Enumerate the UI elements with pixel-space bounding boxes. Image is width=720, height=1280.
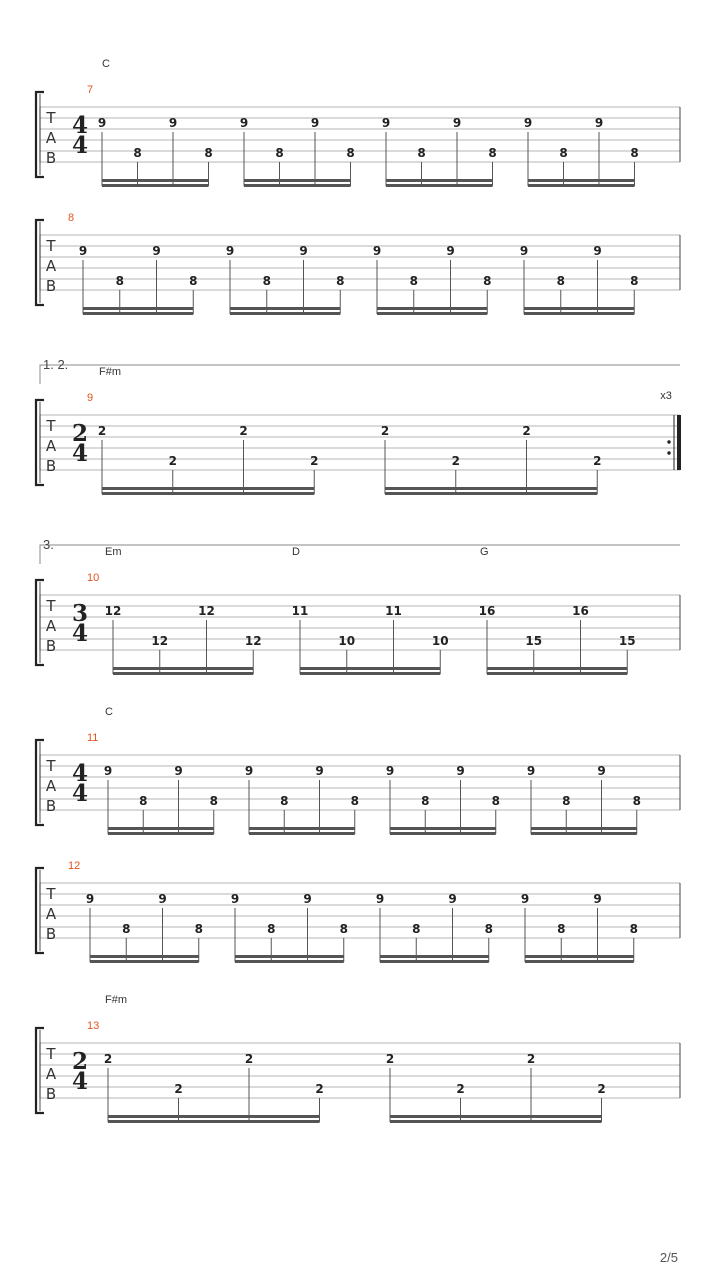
beam-primary — [531, 827, 637, 830]
fret-number: 8 — [194, 922, 203, 936]
fret-number: 9 — [520, 892, 530, 906]
beam-primary — [380, 955, 489, 958]
time-signature-top: 2 — [71, 420, 89, 447]
time-signature-top: 2 — [71, 1048, 89, 1075]
fret-number: 2 — [597, 1082, 606, 1096]
page-number: 2/5 — [659, 1250, 678, 1265]
fret-number: 8 — [350, 794, 359, 808]
measure-number: 12 — [68, 860, 81, 872]
tab-clef-letter: T — [46, 109, 56, 127]
tab-clef-letter: T — [46, 885, 56, 903]
measure-number: 8 — [68, 212, 75, 224]
system-10 — [36, 537, 680, 675]
time-signature-top: 4 — [71, 112, 89, 139]
beam-secondary — [300, 672, 440, 675]
beam-secondary — [83, 312, 193, 315]
fret-number: 8 — [336, 274, 345, 288]
repeat-count: x3 — [660, 390, 672, 402]
beam-primary — [249, 827, 355, 830]
fret-number: 8 — [632, 794, 641, 808]
fret-number: 2 — [239, 424, 248, 438]
beam-primary — [102, 487, 314, 490]
fret-number: 12 — [151, 634, 169, 648]
fret-number: 8 — [133, 146, 142, 160]
repeat-dot — [667, 451, 670, 454]
beam-primary — [377, 307, 487, 310]
tab-clef-letter: A — [45, 1065, 57, 1083]
fret-number: 9 — [372, 244, 382, 258]
fret-number: 9 — [375, 892, 385, 906]
beam-secondary — [528, 184, 635, 187]
fret-number: 2 — [244, 1052, 254, 1066]
fret-number: 8 — [559, 146, 568, 160]
fret-number: 8 — [115, 274, 124, 288]
fret-number: 9 — [446, 244, 455, 258]
measure-number: 9 — [87, 392, 94, 404]
fret-number: 8 — [412, 922, 421, 936]
fret-number: 9 — [174, 764, 183, 778]
beam-primary — [102, 179, 209, 182]
tab-clef-letter: A — [45, 129, 57, 147]
fret-number: 8 — [275, 146, 284, 160]
fret-number: 9 — [597, 764, 606, 778]
system-7 — [36, 58, 680, 187]
tab-clef-letter: A — [45, 777, 57, 795]
fret-number: 8 — [630, 146, 639, 160]
beam-primary — [108, 827, 214, 830]
beam-secondary — [102, 492, 314, 495]
fret-number: 9 — [103, 764, 113, 778]
fret-number: 12 — [244, 634, 262, 648]
fret-number: 2 — [526, 1052, 536, 1066]
volta-ending-label: 1. 2. — [43, 357, 69, 372]
beam-secondary — [249, 832, 355, 835]
fret-number: 2 — [456, 1082, 465, 1096]
fret-number: 9 — [299, 244, 308, 258]
fret-number: 9 — [526, 764, 536, 778]
fret-number: 16 — [478, 604, 496, 618]
fret-number: 8 — [630, 274, 639, 288]
fret-number: 15 — [525, 634, 543, 648]
repeat-dot — [667, 440, 670, 443]
fret-number: 9 — [523, 116, 533, 130]
beam-primary — [244, 179, 351, 182]
fret-number: 9 — [315, 764, 324, 778]
time-signature-bottom: 4 — [71, 620, 89, 647]
time-signature-bottom: 4 — [71, 1068, 89, 1095]
fret-number: 12 — [104, 604, 122, 618]
fret-number: 8 — [483, 274, 492, 288]
fret-number: 10 — [338, 634, 356, 648]
beam-secondary — [102, 184, 209, 187]
beam-secondary — [108, 832, 214, 835]
fret-number: 2 — [385, 1052, 395, 1066]
beam-secondary — [390, 832, 496, 835]
fret-number: 9 — [519, 244, 529, 258]
time-signature-top: 3 — [71, 600, 89, 627]
measure-number: 11 — [87, 732, 99, 744]
beam-primary — [300, 667, 440, 670]
fret-number: 8 — [421, 794, 430, 808]
chord-name: F#m — [105, 994, 127, 1006]
system-11 — [36, 706, 680, 835]
beam-primary — [230, 307, 340, 310]
fret-number: 9 — [152, 244, 161, 258]
fret-number: 8 — [562, 794, 571, 808]
fret-number: 8 — [209, 794, 218, 808]
fret-number: 9 — [239, 116, 249, 130]
fret-number: 12 — [198, 604, 215, 618]
fret-number: 9 — [385, 764, 395, 778]
tab-clef-letter: B — [45, 277, 57, 295]
system-13 — [36, 994, 680, 1123]
tab-clef-letter: B — [45, 797, 57, 815]
beam-primary — [386, 179, 493, 182]
beam-primary — [113, 667, 253, 670]
beam-secondary — [531, 832, 637, 835]
beam-primary — [390, 827, 496, 830]
fret-number: 9 — [158, 892, 167, 906]
time-signature-bottom: 4 — [71, 440, 89, 467]
beam-primary — [385, 487, 597, 490]
beam-primary — [487, 667, 627, 670]
fret-number: 8 — [339, 922, 348, 936]
tab-clef-letter: A — [45, 257, 57, 275]
fret-number: 9 — [85, 892, 95, 906]
fret-number: 8 — [280, 794, 289, 808]
system-9 — [36, 357, 681, 495]
fret-number: 9 — [168, 116, 178, 130]
fret-number: 9 — [310, 116, 320, 130]
tab-clef-letter: T — [46, 237, 56, 255]
tab-clef-letter: A — [45, 905, 57, 923]
fret-number: 9 — [230, 892, 240, 906]
fret-number: 8 — [417, 146, 426, 160]
beam-secondary — [385, 492, 597, 495]
fret-number: 8 — [267, 922, 276, 936]
beam-primary — [525, 955, 634, 958]
fret-number: 9 — [448, 892, 457, 906]
beam-secondary — [525, 960, 634, 963]
fret-number: 9 — [303, 892, 312, 906]
fret-number: 2 — [174, 1082, 183, 1096]
volta-ending-label: 3. — [43, 537, 54, 552]
beam-primary — [108, 1115, 320, 1118]
chord-name: C — [105, 706, 113, 718]
fret-number: 16 — [572, 604, 589, 618]
system-8 — [36, 212, 680, 315]
fret-number: 2 — [451, 454, 460, 468]
fret-number: 8 — [204, 146, 213, 160]
beam-secondary — [108, 1120, 320, 1123]
fret-number: 9 — [452, 116, 462, 130]
fret-number: 2 — [315, 1082, 324, 1096]
volta-bracket — [40, 545, 680, 564]
system-12 — [36, 860, 680, 963]
fret-number: 2 — [380, 424, 390, 438]
measure-number: 13 — [87, 1020, 100, 1032]
beam-primary — [390, 1115, 602, 1118]
fret-number: 2 — [168, 454, 177, 468]
fret-number: 9 — [593, 892, 602, 906]
beam-secondary — [244, 184, 351, 187]
beam-primary — [524, 307, 634, 310]
beam-primary — [90, 955, 199, 958]
fret-number: 8 — [629, 922, 638, 936]
fret-number: 8 — [484, 922, 493, 936]
time-signature-bottom: 4 — [71, 780, 89, 807]
tab-clef-letter: A — [45, 437, 57, 455]
beam-secondary — [90, 960, 199, 963]
tab-clef-letter: B — [45, 637, 57, 655]
fret-number: 8 — [409, 274, 418, 288]
beam-primary — [528, 179, 635, 182]
measure-number: 7 — [87, 84, 94, 96]
fret-number: 2 — [103, 1052, 113, 1066]
fret-number: 9 — [381, 116, 391, 130]
fret-number: 8 — [556, 274, 565, 288]
volta-bracket — [40, 365, 680, 384]
beam-secondary — [487, 672, 627, 675]
beam-secondary — [377, 312, 487, 315]
fret-number: 2 — [593, 454, 602, 468]
tab-clef-letter: A — [45, 617, 57, 635]
tab-clef-letter: B — [45, 1085, 57, 1103]
fret-number: 15 — [618, 634, 636, 648]
measure-number: 10 — [87, 572, 100, 584]
fret-number: 11 — [291, 604, 309, 618]
time-signature-bottom: 4 — [71, 132, 89, 159]
tab-clef-letter: T — [46, 757, 56, 775]
fret-number: 9 — [593, 244, 602, 258]
fret-number: 8 — [491, 794, 500, 808]
fret-number: 9 — [97, 116, 107, 130]
tab-clef-letter: B — [45, 457, 57, 475]
chord-name: Em — [105, 546, 122, 558]
fret-number: 9 — [78, 244, 88, 258]
repeat-barline-thick — [677, 415, 681, 470]
fret-number: 10 — [431, 634, 449, 648]
chord-name: G — [480, 546, 489, 558]
fret-number: 8 — [488, 146, 497, 160]
tab-clef-letter: B — [45, 149, 57, 167]
tab-clef-letter: T — [46, 1045, 56, 1063]
beam-secondary — [113, 672, 253, 675]
fret-number: 11 — [385, 604, 402, 618]
fret-number: 9 — [244, 764, 254, 778]
fret-number: 8 — [139, 794, 148, 808]
chord-name: C — [102, 58, 110, 70]
fret-number: 2 — [97, 424, 107, 438]
beam-primary — [83, 307, 193, 310]
fret-number: 9 — [594, 116, 604, 130]
chord-name: D — [292, 546, 300, 558]
tab-clef-letter: T — [46, 597, 56, 615]
beam-secondary — [524, 312, 634, 315]
beam-secondary — [380, 960, 489, 963]
fret-number: 8 — [122, 922, 131, 936]
fret-number: 8 — [346, 146, 355, 160]
beam-primary — [235, 955, 344, 958]
time-signature-top: 4 — [71, 760, 89, 787]
beam-secondary — [235, 960, 344, 963]
fret-number: 9 — [225, 244, 235, 258]
beam-secondary — [390, 1120, 602, 1123]
fret-number: 2 — [522, 424, 531, 438]
chord-name: F#m — [99, 366, 121, 378]
fret-number: 2 — [310, 454, 319, 468]
tab-clef-letter: T — [46, 417, 56, 435]
fret-number: 9 — [456, 764, 465, 778]
fret-number: 8 — [189, 274, 198, 288]
beam-secondary — [230, 312, 340, 315]
tab-clef-letter: B — [45, 925, 57, 943]
fret-number: 8 — [557, 922, 566, 936]
fret-number: 8 — [262, 274, 271, 288]
beam-secondary — [386, 184, 493, 187]
